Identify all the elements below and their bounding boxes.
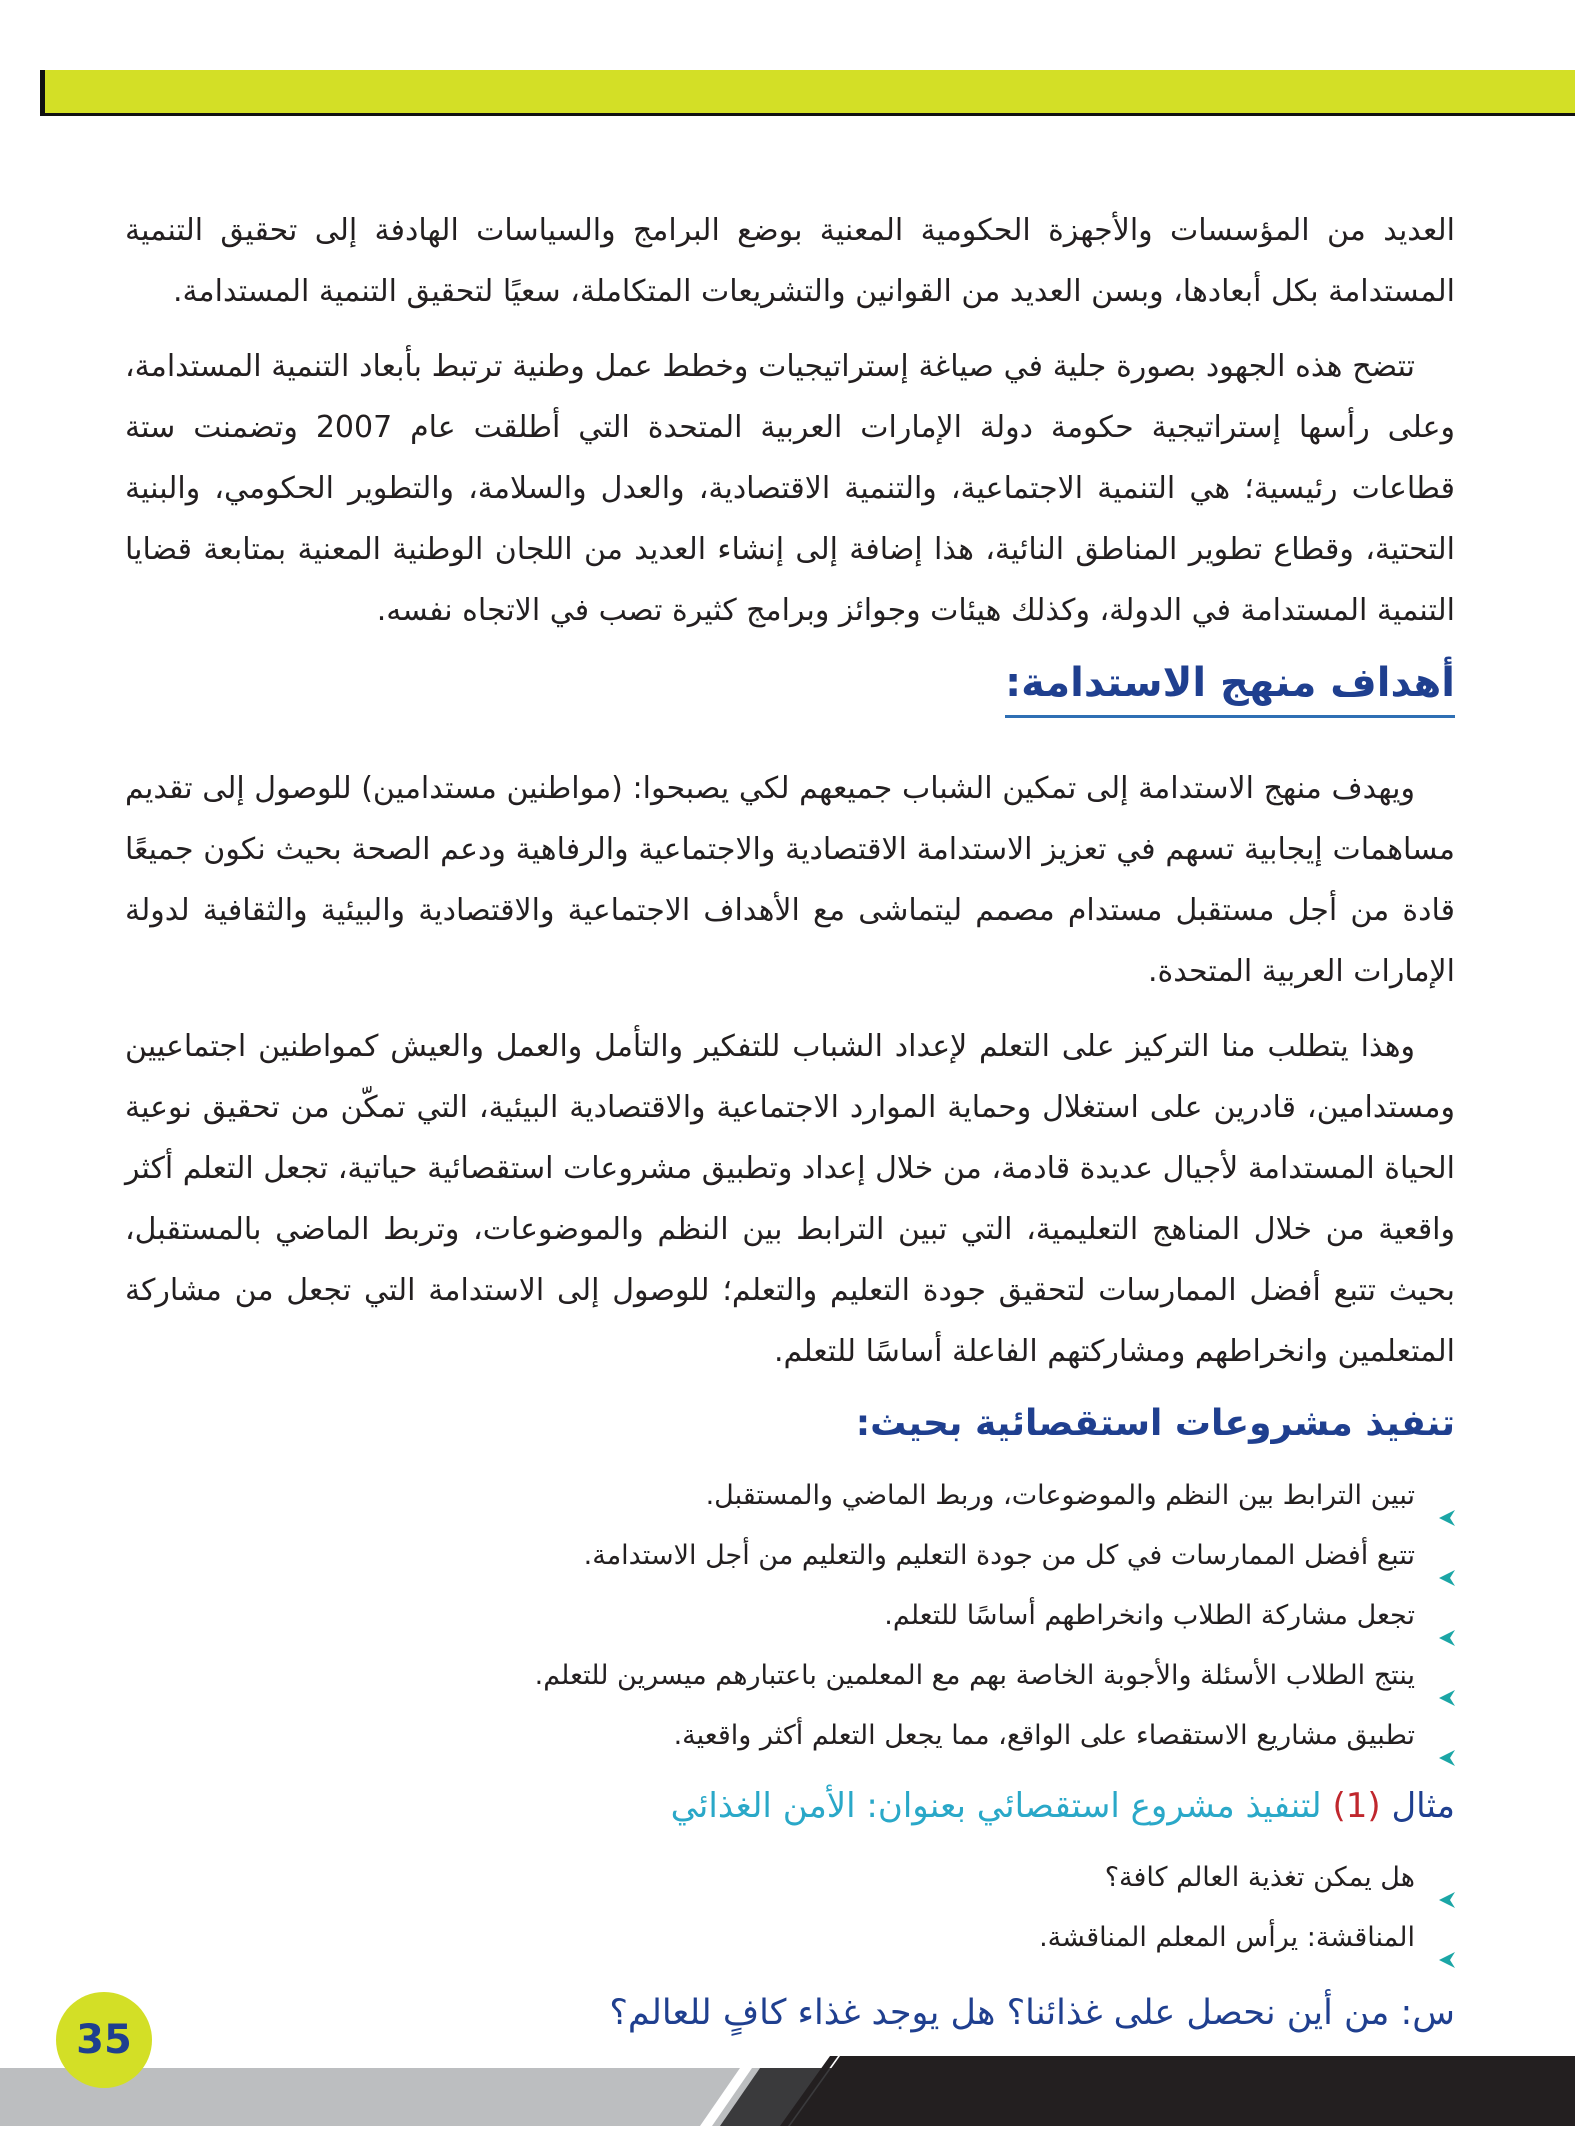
list-item: [125, 1586, 1455, 1646]
goals-paragraph-1: ويهدف منهج الاستدامة إلى تمكين الشباب جميعهم لكي يصبحوا: (مواطنين مستدامين) للوصول إلى تقديم مساهمات إيجابية تسهم في تعزيز الاستدامة الاقتصادية والاجتماعية والرفاهية ودعم الصحة بحيث نكون جميعًا قادة من أجل مستقبل مستدام مصمم ليتماشى مع الأهداف الاجتماعية والاقتصادية والبيئية والثقافية لدولة الإمارات العربية المتحدة.: [125, 771, 1455, 989]
example-label: مثال: [1391, 1786, 1455, 1826]
list-item: [125, 1706, 1455, 1766]
goals-paragraph-2: وهذا يتطلب منا التركيز على التعلم لإعداد الشباب للتفكير والتأمل والعمل والعيش كمواطنين اجتماعيين ومستدامين، قادرين على استغلال وحماية الموارد الاجتماعية والاقتصادية البيئية، التي تمكّن من تحقيق نوعية الحياة المستدامة لأجيال عديدة قادمة، من خلال إعداد وتطبيق مشروعات استقصائية حياتية، تجعل التعلم أكثر واقعية من خلال المناهج التعليمية، التي تبين الترابط بين النظم والموضوعات، وتربط الماضي بالمستقبل، بحيث تتبع أفضل الممارسات لتحقيق جودة التعليم والتعلم؛ للوصول إلى الاستدامة التي تجعل من مشاركة المتعلمين وانخراطهم ومشاركتهم الفاعلة أساسًا للتعلم.: [125, 1029, 1455, 1369]
list-item-text: المناقشة: يرأس المعلم المناقشة.: [1039, 1922, 1415, 1953]
intro-paragraph-1: العديد من المؤسسات والأجهزة الحكومية المعنية بوضع البرامج والسياسات الهادفة إلى تحقيق التنمية المستدامة بكل أبعادها، وبسن العديد من القوانين والتشريعات المتكاملة، سعيًا لتحقيق التنمية المستدامة.: [125, 213, 1455, 309]
bullet-icon: [1439, 1930, 1455, 1946]
list-item: [125, 1646, 1455, 1706]
bullet-icon: [1439, 1608, 1455, 1624]
list-item: [125, 1466, 1455, 1526]
list-item-text: تتبع أفضل الممارسات في كل من جودة التعليم والتعليم من أجل الاستدامة.: [583, 1540, 1415, 1571]
list-item-text: ينتج الطلاب الأسئلة والأجوبة الخاصة بهم مع المعلمين باعتبارهم ميسرين للتعلم.: [534, 1660, 1415, 1691]
list-item: [125, 1848, 1455, 1908]
goals-heading: أهداف منهج الاستدامة:: [1005, 655, 1455, 718]
footer-decoration: [0, 2056, 1575, 2126]
bullet-icon: [1439, 1548, 1455, 1564]
list-item: [125, 1908, 1455, 1968]
example-text: لتنفيذ مشروع استقصائي بعنوان: الأمن الغذائي: [670, 1786, 1322, 1826]
bullet-icon: [1439, 1728, 1455, 1744]
example-title: [125, 1776, 1455, 1836]
list-item-text: تجعل مشاركة الطلاب وانخراطهم أساسًا للتعلم.: [884, 1600, 1415, 1631]
list-item-text: تبين الترابط بين النظم والموضوعات، وربط الماضي والمستقبل.: [705, 1480, 1415, 1511]
list-item-text: تطبيق مشاريع الاستقصاء على الواقع، مما يجعل التعلم أكثر واقعية.: [673, 1720, 1415, 1751]
projects-subheading: تنفيذ مشروعات استقصائية بحيث:: [855, 1403, 1455, 1444]
goals-heading-wrap: [125, 655, 1455, 744]
example-number: (1): [1332, 1786, 1381, 1826]
question-1: س: من أين نحصل على غذائنا؟ هل يوجد غذاء كافٍ للعالم؟: [609, 1993, 1455, 2033]
list-item: [125, 1526, 1455, 1586]
bullet-icon: [1439, 1668, 1455, 1684]
list-item-text: هل يمكن تغذية العالم كافة؟: [1104, 1862, 1415, 1893]
bullet-icon: [1439, 1488, 1455, 1504]
page-number-badge: 35: [56, 1992, 152, 2088]
bullet-icon: [1439, 1870, 1455, 1886]
intro-paragraph-2: تتضح هذه الجهود بصورة جلية في صياغة إستراتيجيات وخطط عمل وطنية ترتبط بأبعاد التنمية المستدامة، وعلى رأسها إستراتيجية حكومة دولة الإمارات العربية المتحدة التي أطلقت عام 2007 وتضمنت ستة قطاعات رئيسية؛ هي التنمية الاجتماعية، والتنمية الاقتصادية، والعدل والسلامة، والتطوير الحكومي، والبنية التحتية، وقطاع تطوير المناطق النائية، هذا إضافة إلى إنشاء العديد من اللجان الوطنية المعنية بمتابعة قضايا التنمية المستدامة في الدولة، وكذلك هيئات وجوائز وبرامج كثيرة تصب في الاتجاه نفسه.: [125, 349, 1455, 628]
project-bullet-list: [125, 1466, 1455, 1766]
page-content: [125, 200, 1455, 2130]
example-bullet-list: [125, 1848, 1455, 1968]
top-header-bar: [40, 70, 1575, 116]
